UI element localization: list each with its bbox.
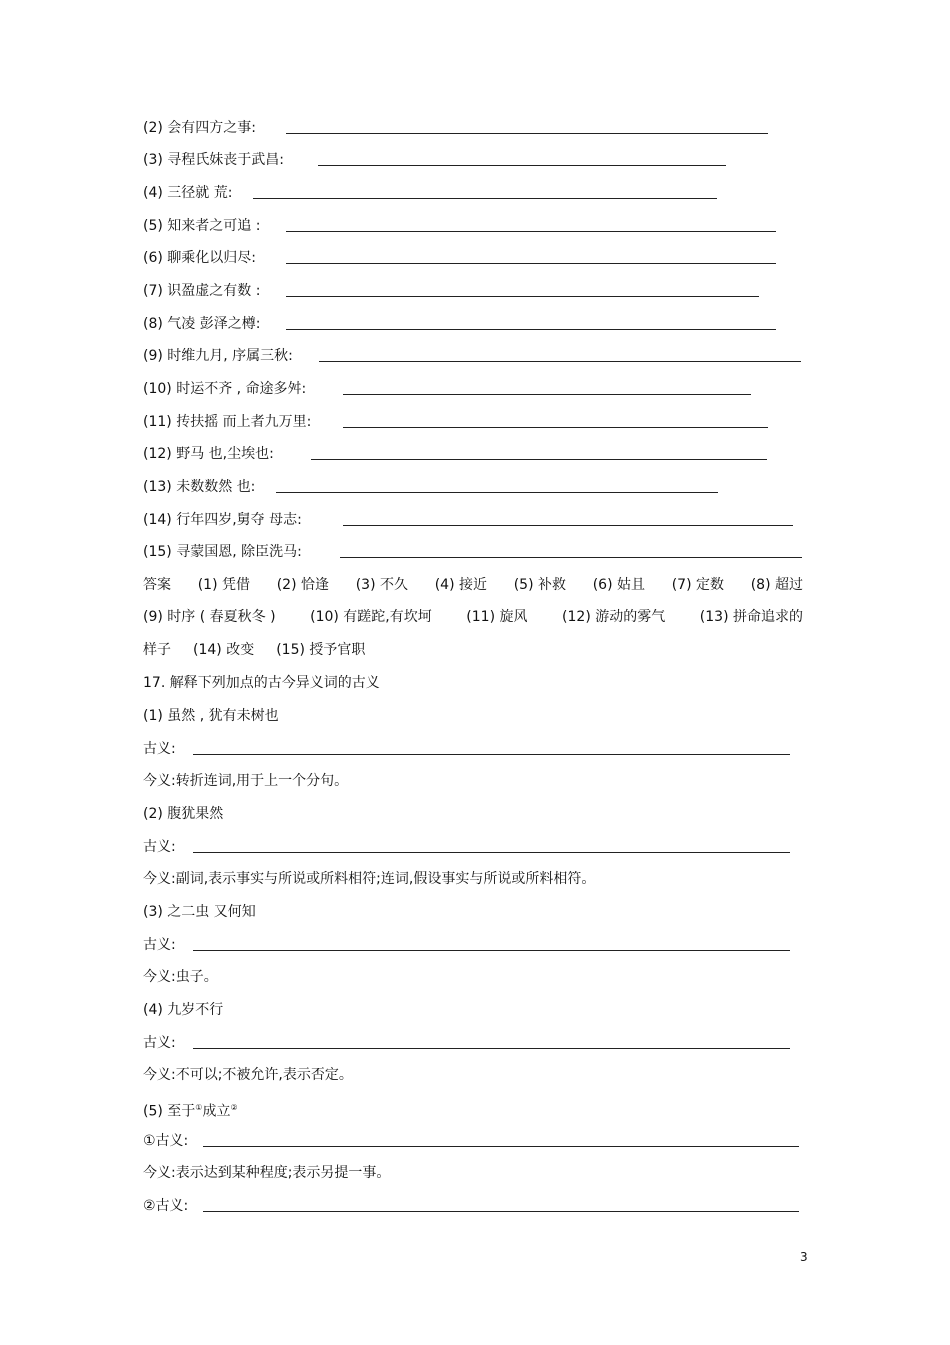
q17-item-4: (4) 九岁不行 — [143, 1002, 224, 1018]
item-label: (10) 时运不齐 , 命途多舛: — [143, 381, 307, 397]
answer-item: (13) 拼命追求的 — [699, 609, 803, 625]
jin-yi-2: 今义:副词,表示事实与所说或所料相符;连词,假设事实与所说或所料相符。 — [143, 871, 596, 887]
item-label: (9) 时维九月, 序属三秋: — [143, 348, 293, 364]
answer-row — [143, 575, 803, 595]
item-label: (15) 寻蒙国恩, 除臣洗马: — [143, 544, 302, 560]
answer-item: (5) 补救 — [513, 577, 566, 593]
answer-item: (14) 改变 — [193, 642, 255, 658]
answer-item: (2) 恰逢 — [276, 577, 329, 593]
jin-yi-3: 今义:虫子。 — [143, 969, 218, 985]
gu-yi-row — [143, 739, 176, 759]
answer-item: (11) 旋风 — [466, 609, 528, 625]
answer-blank[interactable] — [203, 1196, 799, 1212]
jin-yi-5: 今义:表示达到某种程度;表示另提一事。 — [143, 1165, 391, 1181]
item-label: (5) 知来者之可追 : — [143, 218, 261, 234]
gu-yi-label: 古义: — [143, 937, 176, 953]
q17-item-5-word: 成立 — [202, 1103, 231, 1120]
gu-yi-row — [143, 837, 176, 857]
item-10 — [143, 379, 306, 399]
answer-blank[interactable] — [311, 444, 767, 460]
gu-yi-row — [143, 1033, 176, 1053]
gu-yi-label: 古义: — [143, 839, 176, 855]
answer-blank[interactable] — [193, 739, 790, 755]
answer-blank[interactable] — [340, 542, 802, 558]
item-13 — [143, 477, 255, 497]
answer-item: (6) 姑且 — [592, 577, 645, 593]
answer-item: (10) 有蹉跎,有坎坷 — [310, 609, 432, 625]
gu-yi-label: ②古义: — [143, 1198, 189, 1214]
item-2 — [143, 118, 256, 138]
item-label: (7) 识盈虚之有数 : — [143, 283, 261, 299]
page-number: 3 — [800, 1250, 808, 1264]
answer-blank[interactable] — [318, 150, 726, 166]
item-3 — [143, 150, 284, 170]
item-label: (4) 三径就 荒: — [143, 185, 233, 201]
answer-blank[interactable] — [286, 118, 768, 134]
q17-item-5-prefix: (5) 至于 — [143, 1103, 196, 1120]
gu-yi-label: 古义: — [143, 1035, 176, 1051]
jin-yi-1: 今义:转折连词,用于上一个分句。 — [143, 773, 349, 789]
answer-item: (12) 游动的雾气 — [562, 609, 666, 625]
answer-blank[interactable] — [343, 379, 751, 395]
item-6 — [143, 248, 256, 268]
item-5 — [143, 216, 260, 236]
circle-mark-1: ① — [195, 1103, 203, 1112]
gu-yi-row — [143, 935, 176, 955]
answer-item: (4) 接近 — [434, 577, 487, 593]
answer-blank[interactable] — [343, 510, 793, 526]
answer-row — [143, 640, 803, 660]
answer-item: (9) 时序 ( 春夏秋冬 ) — [143, 609, 276, 625]
answer-blank[interactable] — [203, 1131, 799, 1147]
q17-item-3: (3) 之二虫 又何知 — [143, 904, 256, 920]
item-8 — [143, 314, 260, 334]
answer-blank[interactable] — [276, 477, 718, 493]
item-4 — [143, 183, 232, 203]
answer-blank[interactable] — [343, 412, 768, 428]
item-label: (2) 会有四方之事: — [143, 120, 256, 136]
gu-yi-label: ①古义: — [143, 1133, 189, 1149]
q17-item-1: (1) 虽然 , 犹有未树也 — [143, 708, 279, 724]
item-label: (14) 行年四岁,舅夺 母志: — [143, 512, 302, 528]
answer-blank[interactable] — [286, 216, 776, 232]
item-label: (3) 寻程氏妹丧于武昌: — [143, 152, 284, 168]
circle-mark-2: ② — [230, 1103, 238, 1112]
answer-blank[interactable] — [286, 248, 776, 264]
item-label: (6) 聊乘化以归尽: — [143, 250, 256, 266]
answer-blank[interactable] — [253, 183, 717, 199]
item-label: (12) 野马 也,尘埃也: — [143, 446, 274, 462]
gu-yi-label: 古义: — [143, 741, 176, 757]
answer-item: (7) 定数 — [671, 577, 724, 593]
item-12 — [143, 444, 274, 464]
question-17-title: 17. 解释下列加点的古今异义词的古义 — [143, 675, 380, 691]
answer-item: (8) 超过 — [750, 577, 803, 593]
item-label: (8) 气凌 彭泽之樽: — [143, 316, 261, 332]
answer-label: 答案 — [143, 577, 171, 593]
answer-blank[interactable] — [286, 314, 776, 330]
answer-item: (1) 凭借 — [197, 577, 250, 593]
item-11 — [143, 412, 311, 432]
answer-block — [143, 575, 803, 660]
answer-item: (15) 授予官职 — [276, 642, 366, 658]
item-7 — [143, 281, 260, 301]
answer-item: (3) 不久 — [355, 577, 408, 593]
item-15 — [143, 542, 302, 562]
gu-yi-row-2 — [143, 1196, 188, 1216]
answer-blank[interactable] — [286, 281, 759, 297]
answer-blank[interactable] — [193, 1033, 790, 1049]
item-9 — [143, 346, 293, 366]
q17-item-5 — [143, 1098, 238, 1122]
jin-yi-4: 今义:不可以;不被允许,表示否定。 — [143, 1067, 353, 1083]
gu-yi-row-1 — [143, 1131, 188, 1151]
answer-row — [143, 607, 803, 627]
item-label: (11) 抟扶摇 而上者九万里: — [143, 414, 312, 430]
answer-blank[interactable] — [193, 935, 790, 951]
item-14 — [143, 510, 302, 530]
q17-item-2: (2) 腹犹果然 — [143, 806, 224, 822]
answer-blank[interactable] — [193, 837, 790, 853]
item-label: (13) 未数数然 也: — [143, 479, 256, 495]
answer-blank[interactable] — [319, 346, 801, 362]
answer-item: 样子 — [143, 642, 171, 658]
